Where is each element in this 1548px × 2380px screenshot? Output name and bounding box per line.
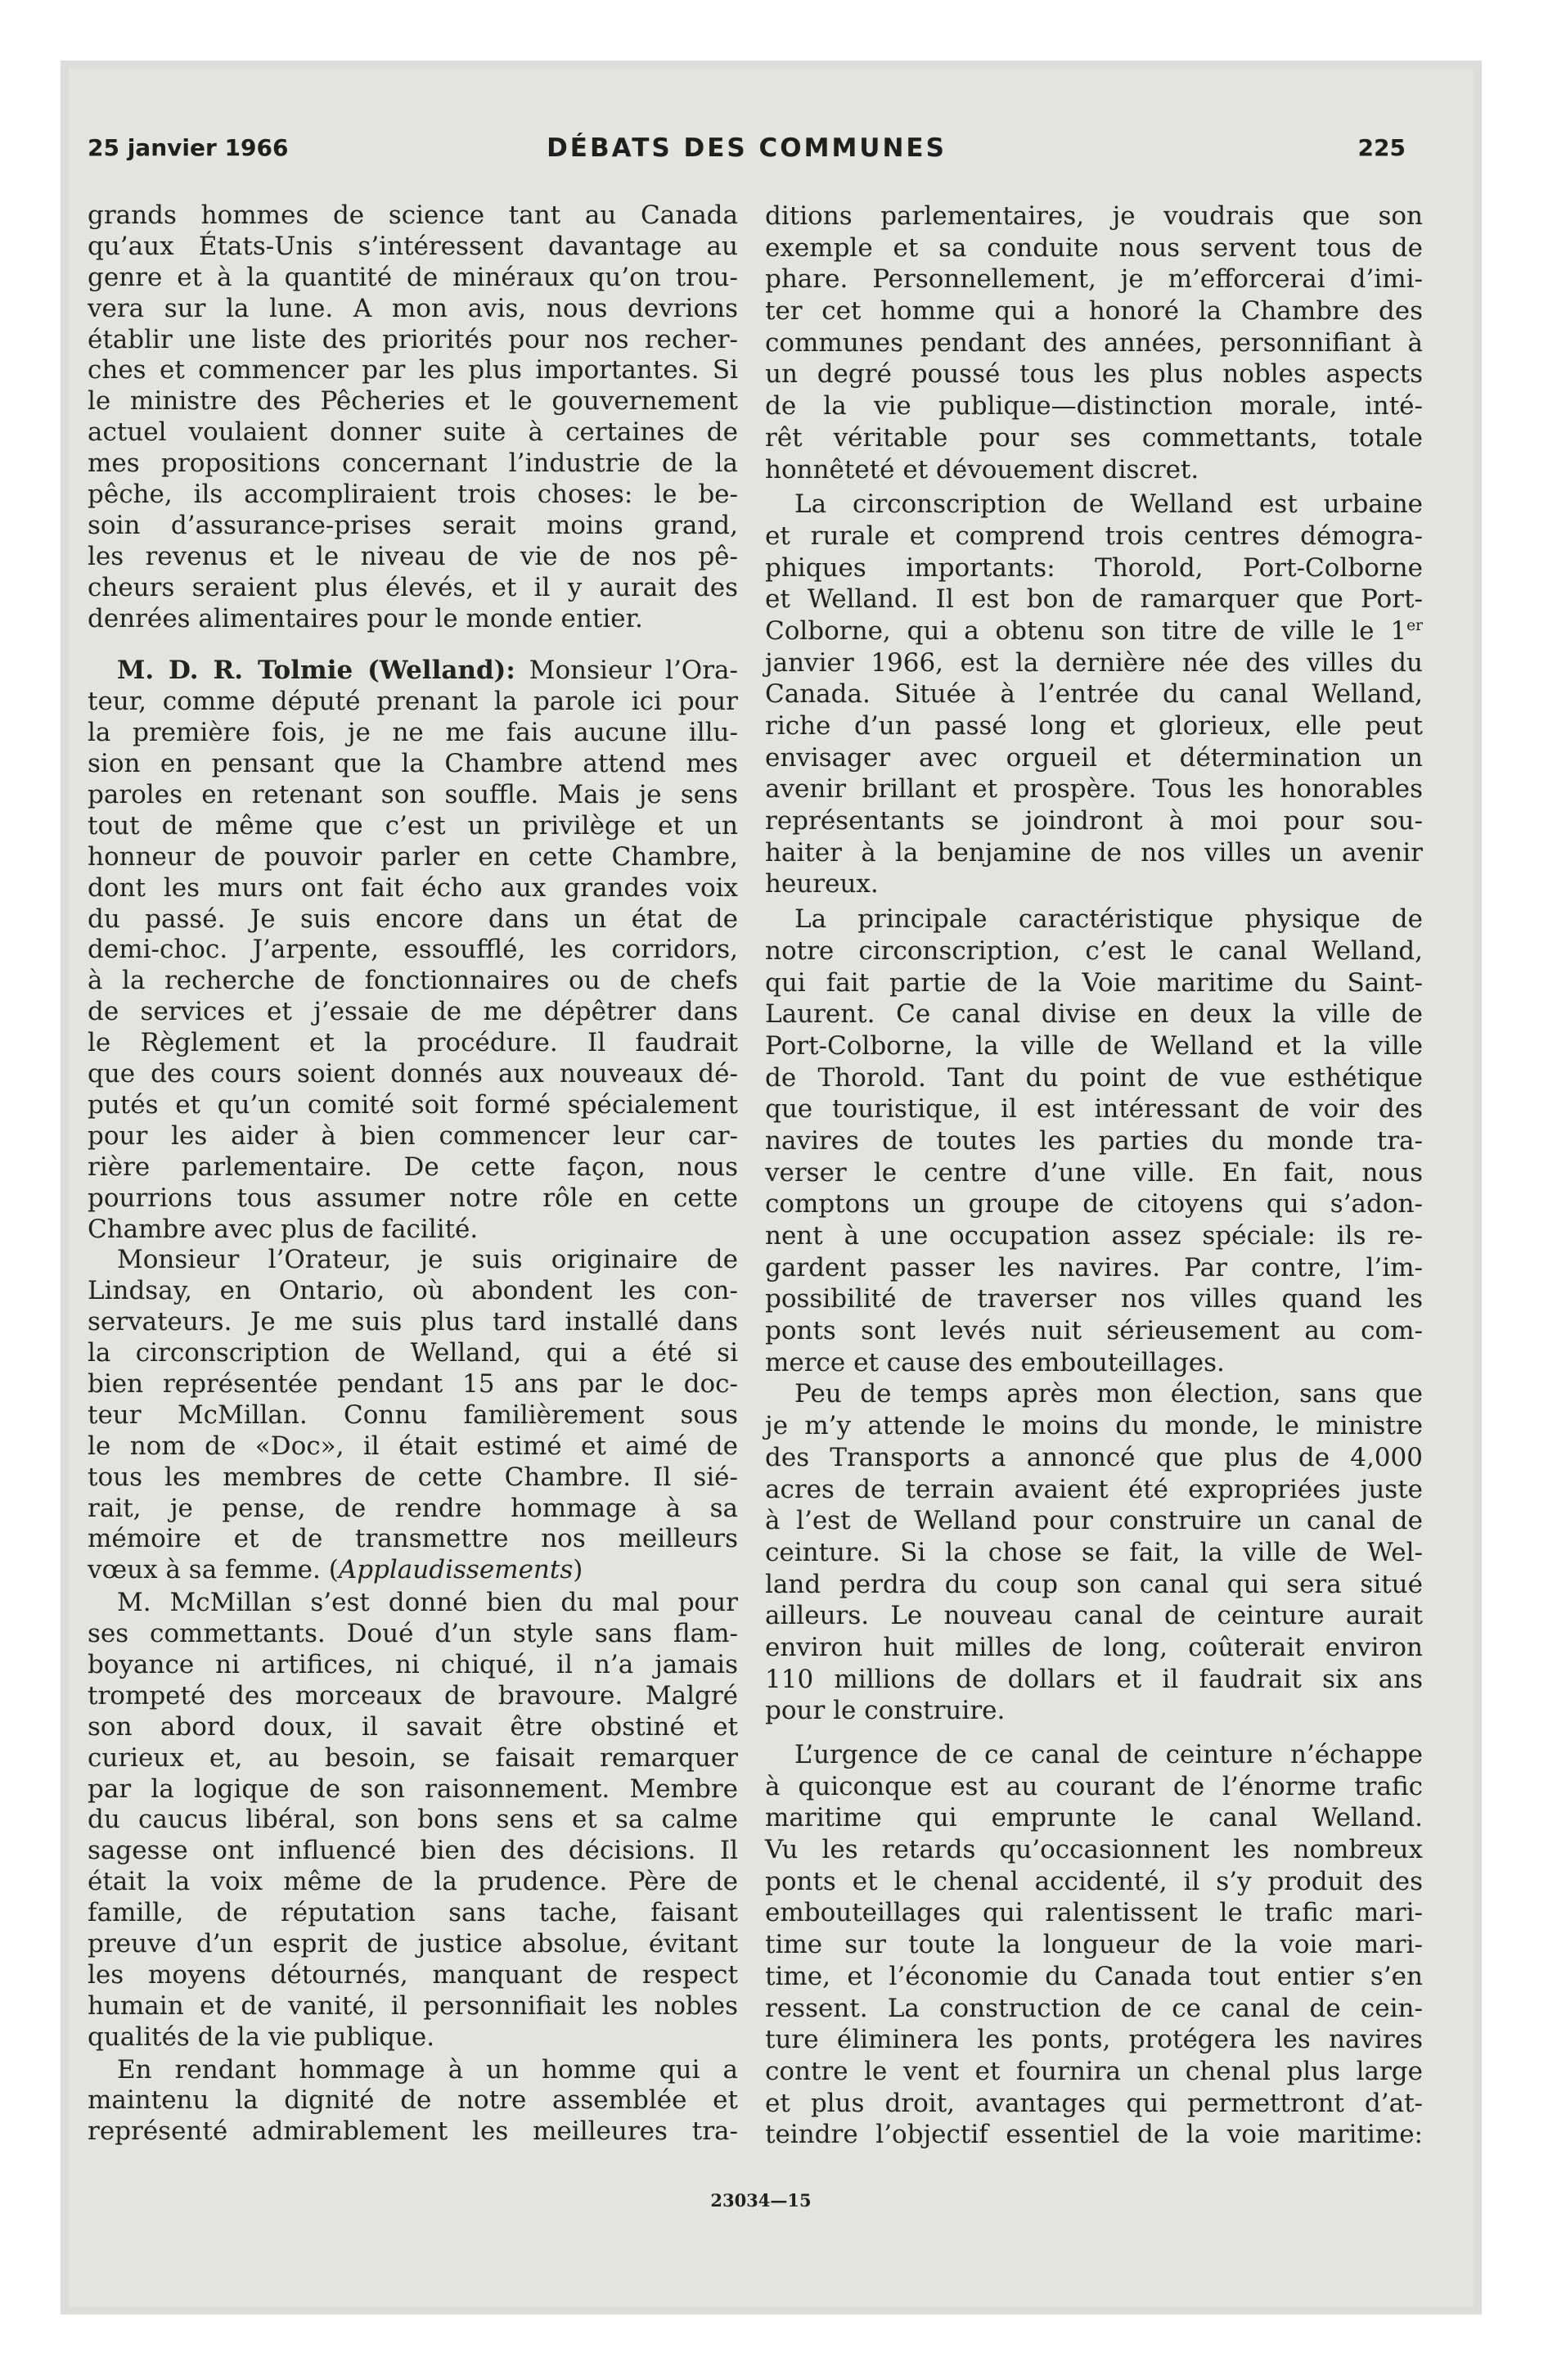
text-line: pêche, ils accompliraient trois choses: le be- <box>88 480 738 510</box>
text-line: tout de même que c’est un privilège et un <box>88 810 738 841</box>
text-line: à quiconque est au courant de l’énorme trafic <box>765 1771 1423 1801</box>
text-line: Lindsay, en Ontario, où abondent les con- <box>88 1276 738 1306</box>
text-line: Monsieur l’Orateur, je suis originaire de <box>117 1245 738 1275</box>
text-line: du passé. Je suis encore dans un état de <box>88 904 738 934</box>
text-line: qualités de la vie publique. <box>88 2022 435 2052</box>
text-line: Laurent. Ce canal divise en deux la ville de <box>765 999 1423 1030</box>
superscript: er <box>1406 616 1423 634</box>
text-run: ) <box>573 1555 583 1585</box>
text-line: acres de terrain avaient été expropriées juste <box>765 1474 1423 1504</box>
text-line: En rendant hommage à un homme qui a <box>117 2054 738 2085</box>
speaker-name: M. D. R. Tolmie (Welland): <box>117 656 515 686</box>
text-line: le nom de «Doc», il était estimé et aimé de <box>88 1431 738 1461</box>
text-line: que touristique, il est intéressant de voir des <box>765 1094 1423 1125</box>
text-line: ponts et le chenal accidenté, il s’y produit des <box>765 1866 1423 1896</box>
text-line: phare. Personnellement, je m’efforcerai d’imi- <box>765 264 1423 295</box>
text-line: humain et de vanité, il personnifiait les nobles <box>88 1990 738 2021</box>
text-line: et Welland. Il est bon de ramarquer que Port- <box>765 584 1423 615</box>
text-line: ditions parlementaires, je voudrais que son <box>765 201 1423 231</box>
text-line: Port-Colborne, la ville de Welland et la ville <box>765 1030 1423 1061</box>
paragraph <box>88 2055 738 2148</box>
text-line: avenir brillant et prospère. Tous les honorables <box>765 774 1423 805</box>
text-line: et rurale et comprend trois centres démogra- <box>765 521 1423 551</box>
text-line: pour le construire. <box>765 1696 1006 1726</box>
text-line: paroles en retenant son souffle. Mais je sens <box>88 780 738 810</box>
text-line: de services et j’essaie de me dépêtrer dans <box>88 997 738 1027</box>
text-line: vera sur la lune. A mon avis, nous devrions <box>88 293 738 323</box>
text-line: envisager avec orgueil et détermination un <box>765 742 1423 773</box>
text-line: La circonscription de Welland est urbaine <box>794 489 1423 520</box>
text-line: possibilité de traverser nos villes quand les <box>765 1284 1423 1314</box>
text-line: sagesse ont influencé bien des décisions. Il <box>88 1836 738 1866</box>
right-column <box>765 201 1423 2151</box>
text-line: je m’y attende le moins du monde, le ministre <box>765 1411 1423 1441</box>
text-line: établir une liste des priorités pour nos recher- <box>88 324 738 354</box>
text-line: cheurs seraient plus élevés, et il y aurait des <box>88 572 738 602</box>
text-line: rière parlementaire. De cette façon, nous <box>88 1152 738 1182</box>
text-line: ceinture. Si la chose se fait, la ville de Wel- <box>765 1537 1423 1567</box>
text-line: pour les aider à bien commencer leur car- <box>88 1120 738 1151</box>
text-line: qu’aux États-Unis s’intéressent davantage au <box>88 231 738 261</box>
text-line: maintenu la dignité de notre assemblée et <box>88 2085 738 2116</box>
text-line: preuve d’un esprit de justice absolue, évitant <box>88 1928 738 1959</box>
text-line: heureux. <box>765 869 879 899</box>
text-line: de Thorold. Tant du point de vue esthétique <box>765 1062 1423 1093</box>
text-line: pourrions tous assumer notre rôle en cette <box>88 1183 738 1213</box>
text-line: les moyens détournés, manquant de respect <box>88 1959 738 1990</box>
text-line: le ministre des Pêcheries et le gouvernement <box>88 386 738 417</box>
text-line: ressent. La construction de ce canal de cein- <box>765 1993 1423 2023</box>
text-line: mémoire et de transmettre nos meilleurs <box>88 1524 738 1554</box>
paragraph <box>88 1588 738 2053</box>
paragraph <box>765 1378 1423 1727</box>
text-line: L’urgence de ce canal de ceinture n’échappe <box>794 1740 1423 1769</box>
text-line: ture éliminera les ponts, protégera les navires <box>765 2025 1423 2055</box>
text-line: ses commettants. Doué d’un style sans flam- <box>88 1619 738 1649</box>
text-line: time sur toute la longueur de la voie mari- <box>765 1930 1423 1960</box>
text-run: Monsieur l’Ora- <box>515 656 739 686</box>
text-line: phiques importants: Thorold, Port-Colborne <box>765 552 1423 583</box>
text-line: denrées alimentaires pour le monde entier. <box>88 603 643 633</box>
text-line: comptons un groupe de citoyens qui s’adon- <box>765 1189 1423 1219</box>
text-line: à la recherche de fonctionnaires ou de chefs <box>88 966 738 996</box>
text-line: maritime qui emprunte le canal Welland. <box>765 1803 1423 1833</box>
text-line: la circonscription de Welland, qui a été si <box>88 1338 738 1368</box>
text-line: un degré poussé tous les plus nobles aspects <box>765 359 1423 390</box>
text-line: que des cours soient donnés aux nouveaux dé- <box>88 1059 738 1089</box>
text-line: rêt véritable pour ses commettants, totale <box>765 422 1423 453</box>
paragraph <box>88 656 738 1245</box>
text-line: embouteillages qui ralentissent le trafic mari- <box>765 1898 1423 1928</box>
text-line: ponts sont levés nuit sérieusement au com- <box>765 1316 1423 1346</box>
text-line: Canada. Située à l’entrée du canal Welland, <box>765 679 1423 710</box>
text-line: honneur de pouvoir parler en cette Chambre, <box>88 841 738 872</box>
text-line: servateurs. Je me suis plus tard installé dans <box>88 1307 738 1337</box>
footer-signature: 23034—15 <box>710 2190 812 2211</box>
text-line: dont les murs ont fait écho aux grandes voix <box>88 872 738 903</box>
paragraph <box>88 201 738 634</box>
text-line: du caucus libéral, son bons sens et sa calme <box>88 1805 738 1835</box>
text-line: haiter à la benjamine de nos villes un avenir <box>765 837 1423 868</box>
text-line: tous les membres de cette Chambre. Il sié- <box>88 1462 738 1492</box>
text-run: vœux à sa femme. ( <box>88 1555 339 1585</box>
text-line: famille, de réputation sans tache, faisant <box>88 1898 738 1928</box>
paragraph <box>88 1245 738 1586</box>
text-line <box>765 615 1423 647</box>
text-line: nent à une occupation assez spéciale: ils re- <box>765 1221 1423 1251</box>
text-line: son abord doux, il savait être obstiné et <box>88 1711 738 1742</box>
text-line: représentants se joindront à moi pour sou- <box>765 806 1423 836</box>
text-line: teur McMillan. Connu familièrement sous <box>88 1400 738 1430</box>
text-line: time, et l’économie du Canada tout entier s’en <box>765 1961 1423 1991</box>
text-line: ter cet homme qui a honoré la Chambre des <box>765 296 1423 327</box>
left-column <box>88 201 738 2148</box>
text-line: teur, comme député prenant la parole ici pour <box>88 687 738 717</box>
text-line: notre circonscription, c’est le canal Welland, <box>765 935 1423 966</box>
text-line: boyance ni artifices, ni chiqué, il n’a jamais <box>88 1649 738 1679</box>
paragraph <box>765 1739 1423 2151</box>
text-line: et plus droit, avantages qui permettront d’at- <box>765 2088 1423 2118</box>
text-line: navires de toutes les parties du monde tra- <box>765 1125 1423 1156</box>
text-line: putés et qu’un comité soit formé spécialement <box>88 1089 738 1120</box>
text-line: le Règlement et la procédure. Il faudrait <box>88 1028 738 1058</box>
text-line: des Transports a annoncé que plus de 4,000 <box>765 1442 1423 1472</box>
text-line: genre et à la quantité de minéraux qu’on trou- <box>88 262 738 292</box>
paragraph <box>765 489 1423 900</box>
paragraph <box>765 904 1423 1378</box>
text-line: janvier 1966, est la dernière née des villes du <box>765 647 1423 678</box>
text-line: teindre l’objectif essentiel de la voie maritime: <box>765 2120 1423 2150</box>
text-line: riche d’un passé long et glorieux, elle peut <box>765 711 1423 741</box>
text-line: bien représentée pendant 15 ans par le doc- <box>88 1368 738 1399</box>
header-title: DÉBATS DES COMMUNES <box>547 133 947 163</box>
text-line: représenté admirablement les meilleures tra- <box>88 2116 738 2147</box>
text-line: La principale caractéristique physique de <box>794 904 1423 935</box>
text-line: ches et commencer par les plus importantes. Si <box>88 355 738 385</box>
text-line: actuel voulaient donner suite à certaines de <box>88 417 738 448</box>
text-line: demi-choc. J’arpente, essoufflé, les corridors, <box>88 935 738 965</box>
header-date: 25 janvier 1966 <box>88 134 289 161</box>
text-line: mes propositions concernant l’industrie de la <box>88 449 738 479</box>
text-line: verser le centre d’une ville. En fait, nous <box>765 1157 1423 1188</box>
text-line: Vu les retards qu’occasionnent les nombreux <box>765 1835 1423 1865</box>
text-line: était la voix même de la prudence. Père de <box>88 1867 738 1897</box>
text-line: environ huit milles de long, coûterait environ <box>765 1632 1423 1662</box>
text-line: 110 millions de dollars et il faudrait six ans <box>765 1664 1423 1694</box>
text-line: gardent passer les navires. Par contre, l’im- <box>765 1252 1423 1282</box>
text-line: sion en pensant que la Chambre attend mes <box>88 749 738 779</box>
text-line: rait, je pense, de rendre hommage à sa <box>88 1493 738 1523</box>
text-line: les revenus et le niveau de vie de nos pê- <box>88 541 738 571</box>
text-line: de la vie publique—distinction morale, inté- <box>765 391 1423 421</box>
text-line: Peu de temps après mon élection, sans que <box>794 1379 1423 1409</box>
text-line: land perdra du coup son canal qui sera situé <box>765 1569 1423 1599</box>
text-line: grands hommes de science tant au Canada <box>88 201 738 230</box>
text-line: ailleurs. Le nouveau canal de ceinture aurait <box>765 1601 1423 1631</box>
text-line: curieux et, au besoin, se faisait remarquer <box>88 1742 738 1773</box>
text-line: Chambre avec plus de facilité. <box>88 1214 479 1244</box>
paragraph <box>765 201 1423 485</box>
text-line: qui fait partie de la Voie maritime du Saint- <box>765 967 1423 998</box>
text-line: contre le vent et fournira un chenal plus large <box>765 2056 1423 2086</box>
text-line: par la logique de son raisonnement. Membre <box>88 1774 738 1804</box>
text-line: communes pendant des années, personnifiant à <box>765 327 1423 358</box>
text-line: soin d’assurance-prises serait moins grand, <box>88 510 738 540</box>
page-number: 225 <box>1357 134 1406 161</box>
text-line: merce et cause des embouteillages. <box>765 1347 1225 1377</box>
text-line: M. McMillan s’est donné bien du mal pour <box>117 1588 738 1618</box>
text-line <box>88 656 738 687</box>
text-line: exemple et sa conduite nous servent tous de <box>765 232 1423 263</box>
text-line: la première fois, je ne me fais aucune illu- <box>88 718 738 748</box>
italic-run: Applaudissements <box>338 1555 574 1585</box>
text-line: trompeté des morceaux de bravoure. Malgré <box>88 1680 738 1711</box>
text-run: Colborne, qui a obtenu son titre de ville le 1 <box>765 615 1407 646</box>
text-line: honnêteté et dévouement discret. <box>765 454 1199 485</box>
text-line <box>88 1555 738 1586</box>
text-line: à l’est de Welland pour construire un canal de <box>765 1506 1423 1536</box>
